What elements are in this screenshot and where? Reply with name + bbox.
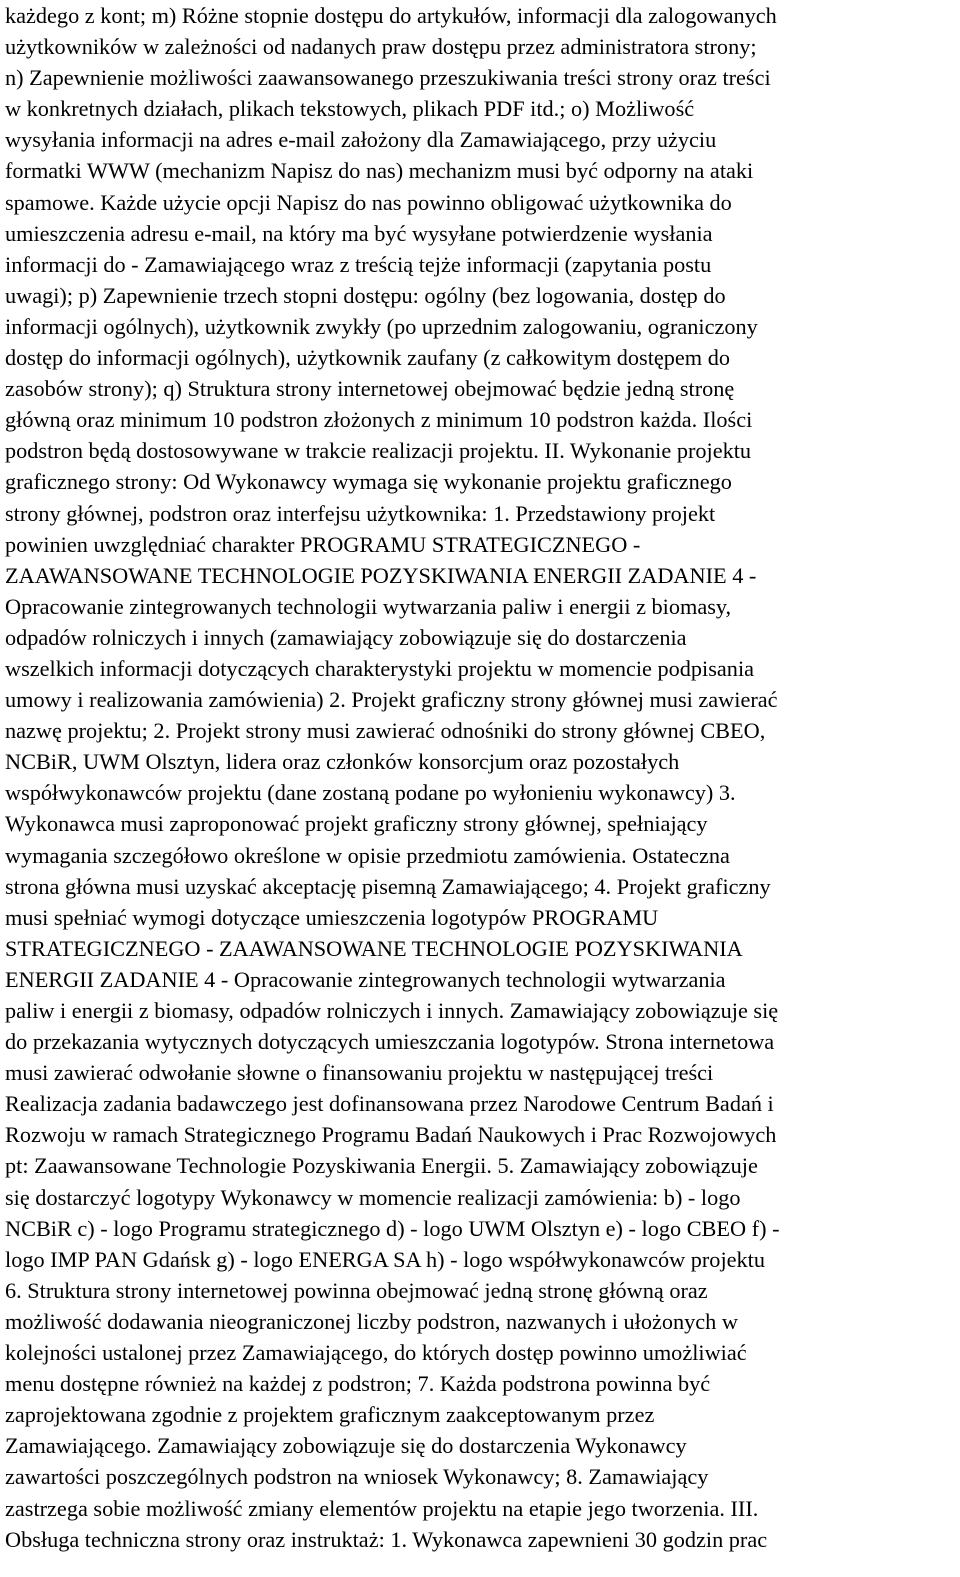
text-line: Realizacja zadania badawczego jest dofinansowana przez Narodowe Centrum Badań i	[5, 1091, 774, 1117]
text-line: kolejności ustalonej przez Zamawiającego, do których dostęp powinno umożliwiać	[5, 1340, 747, 1366]
text-line: Obsługa techniczna strony oraz instruktaż: 1. Wykonawca zapewnieni 30 godzin prac	[5, 1526, 768, 1552]
document-page	[5, 0, 960, 1555]
text-line: zasobów strony); q) Struktura strony internetowej obejmować będzie jedną stronę	[5, 376, 735, 402]
text-line: informacji do - Zamawiającego wraz z treścią tejże informacji (zapytania postu	[5, 251, 712, 277]
text-line: nazwę projektu; 2. Projekt strony musi zawierać odnośniki do strony głównej CBEO,	[5, 718, 766, 744]
text-line: dostęp do informacji ogólnych), użytkownik zaufany (z całkowitym dostępem do	[5, 345, 730, 371]
text-line: STRATEGICZNEGO - ZAAWANSOWANE TECHNOLOGIE POZYSKIWANIA	[5, 935, 743, 961]
text-line: 6. Struktura strony internetowej powinna obejmować jedną stronę główną oraz	[5, 1277, 708, 1303]
text-line: się dostarczyć logotypy Wykonawcy w momencie realizacji zamówienia: b) - logo	[5, 1184, 741, 1210]
text-line: wymagania szczegółowo określone w opisie przedmiotu zamówienia. Ostateczna	[5, 842, 730, 868]
text-line: ENERGII ZADANIE 4 - Opracowanie zintegrowanych technologii wytwarzania	[5, 966, 726, 992]
text-line: użytkowników w zależności od nadanych praw dostępu przez administratora strony;	[5, 34, 757, 60]
text-line: musi zawierać odwołanie słowne o finansowaniu projektu w następującej treści	[5, 1060, 714, 1086]
text-line: NCBiR c) - logo Programu strategicznego d) - logo UWM Olsztyn e) - logo CBEO f) -	[5, 1215, 780, 1241]
text-line: Opracowanie zintegrowanych technologii wytwarzania paliw i energii z biomasy,	[5, 593, 732, 619]
text-line: zawartości poszczególnych podstron na wniosek Wykonawcy; 8. Zamawiający	[5, 1464, 709, 1490]
text-line: główną oraz minimum 10 podstron złożonych z minimum 10 podstron każda. Ilości	[5, 407, 753, 433]
text-line: pt: Zaawansowane Technologie Pozyskiwania Energii. 5. Zamawiający zobowiązuje	[5, 1153, 758, 1179]
text-line: odpadów rolniczych i innych (zamawiający zobowiązuje się do dostarczenia	[5, 624, 687, 650]
text-line: Zamawiającego. Zamawiający zobowiązuje się do dostarczenia Wykonawcy	[5, 1433, 687, 1459]
text-line: w konkretnych działach, plikach tekstowych, plikach PDF itd.; o) Możliwość	[5, 96, 695, 122]
text-line: musi spełniać wymogi dotyczące umieszczenia logotypów PROGRAMU	[5, 904, 659, 930]
text-line: paliw i energii z biomasy, odpadów rolniczych i innych. Zamawiający zobowiązuje się	[5, 998, 779, 1023]
text-line: możliwość dodawania nieograniczonej liczby podstron, nazwanych i ułożonych w	[5, 1308, 738, 1334]
text-line: Rozwoju w ramach Strategicznego Programu Badań Naukowych i Prac Rozwojowych	[5, 1122, 777, 1148]
text-line: formatki WWW (mechanizm Napisz do nas) mechanizm musi być odporny na ataki	[5, 158, 754, 184]
text-line: strony głównej, podstron oraz interfejsu użytkownika: 1. Przedstawiony projekt	[5, 500, 716, 526]
text-line: ZAAWANSOWANE TECHNOLOGIE POZYSKIWANIA ENERGII ZADANIE 4 -	[5, 562, 757, 588]
text-line: zaprojektowana zgodnie z projektem graficznym zaakceptowanym przez	[5, 1402, 655, 1428]
text-line: współwykonawców projektu (dane zostaną podane po wyłonieniu wykonawcy) 3.	[5, 780, 736, 806]
text-line: logo IMP PAN Gdańsk g) - logo ENERGA SA h) - logo współwykonawców projektu	[5, 1246, 765, 1272]
text-line: każdego z kont; m) Różne stopnie dostępu do artykułów, informacji dla zalogowanych	[5, 3, 777, 28]
text-line: umieszczenia adresu e-mail, na który ma być wysyłane potwierdzenie wysłania	[5, 220, 713, 246]
text-line: Wykonawca musi zaproponować projekt graficzny strony głównej, spełniający	[5, 811, 708, 837]
text-line: menu dostępne również na każdej z podstron; 7. Każda podstrona powinna być	[5, 1371, 711, 1397]
text-line: wysyłania informacji na adres e-mail założony dla Zamawiającego, przy użyciu	[5, 127, 717, 153]
text-line: do przekazania wytycznych dotyczących umieszczania logotypów. Strona internetowa	[5, 1029, 775, 1055]
text-line: graficznego strony: Od Wykonawcy wymaga się wykonanie projektu graficznego	[5, 469, 732, 495]
text-line: wszelkich informacji dotyczących charakterystyki projektu w momencie podpisania	[5, 655, 755, 681]
text-line: powinien uwzględniać charakter PROGRAMU STRATEGICZNEGO -	[5, 531, 641, 557]
text-line: podstron będą dostosowywane w trakcie realizacji projektu. II. Wykonanie projektu	[5, 438, 752, 464]
text-line: informacji ogólnych), użytkownik zwykły (po uprzednim zalogowaniu, ograniczony	[5, 313, 758, 339]
text-line: n) Zapewnienie możliwości zaawansowanego przeszukiwania treści strony oraz treści	[5, 65, 771, 91]
text-line: umowy i realizowania zamówienia) 2. Projekt graficzny strony głównej musi zawierać	[5, 687, 778, 713]
text-line: NCBiR, UWM Olsztyn, lidera oraz członków konsorcjum oraz pozostałych	[5, 749, 680, 775]
text-line: uwagi); p) Zapewnienie trzech stopni dostępu: ogólny (bez logowania, dostęp do	[5, 282, 726, 308]
text-line: spamowe. Każde użycie opcji Napisz do nas powinno obligować użytkownika do	[5, 189, 732, 215]
text-line: strona główna musi uzyskać akceptację pisemną Zamawiającego; 4. Projekt graficzny	[5, 873, 771, 899]
text-line: zastrzega sobie możliwość zmiany elementów projektu na etapie jego tworzenia. III.	[5, 1495, 759, 1521]
